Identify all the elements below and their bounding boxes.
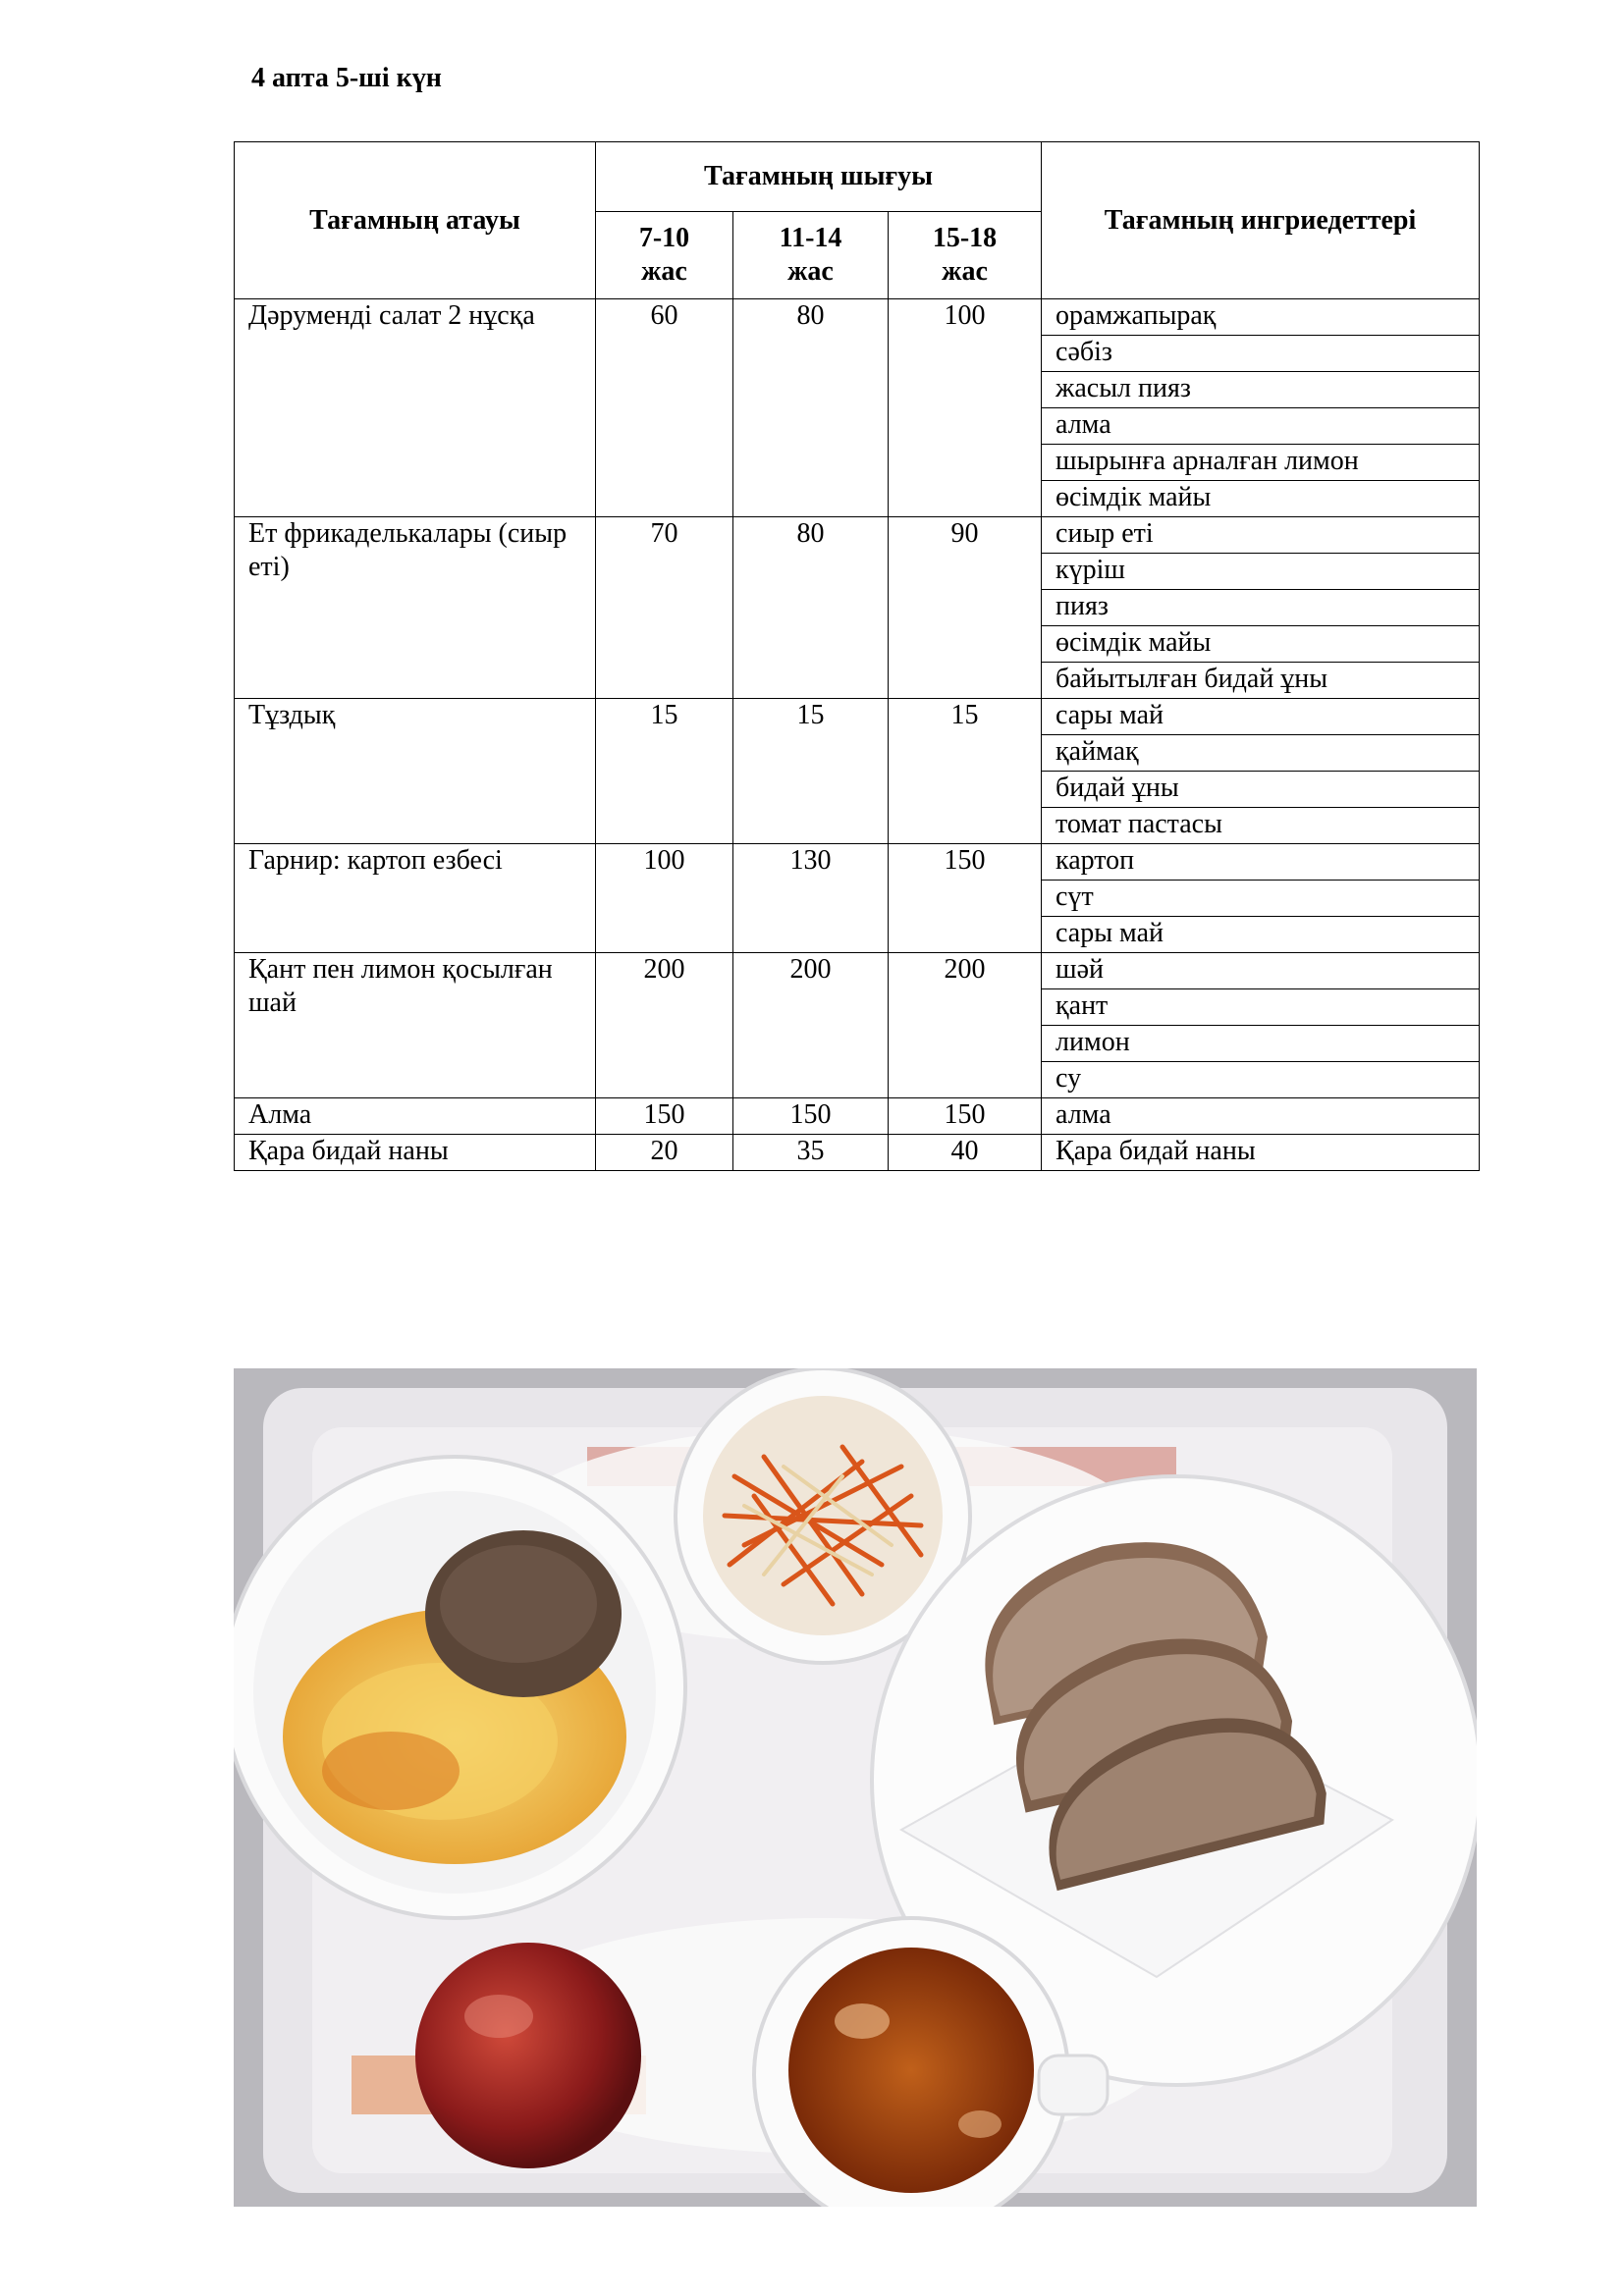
- table-row: [235, 1098, 1480, 1135]
- table-row: [235, 844, 1480, 881]
- portion-v1: 200: [596, 953, 733, 1098]
- portion-v2: 200: [733, 953, 889, 1098]
- portion-v2: 80: [733, 517, 889, 699]
- portion-v3: 150: [889, 844, 1042, 953]
- portion-v3: 200: [889, 953, 1042, 1098]
- ingredient: өсімдік майы: [1042, 481, 1480, 517]
- portion-v3: 15: [889, 699, 1042, 844]
- dish-name: Қара бидай наны: [235, 1135, 596, 1171]
- portion-v2: 130: [733, 844, 889, 953]
- header-age-11-14: 11-14 жас: [733, 212, 889, 299]
- portion-v1: 15: [596, 699, 733, 844]
- ingredient: Қара бидай наны: [1042, 1135, 1480, 1171]
- ingredient: пияз: [1042, 590, 1480, 626]
- header-ingredients: Тағамның ингриедеттері: [1042, 142, 1480, 299]
- portion-v2: 15: [733, 699, 889, 844]
- ingredient: сары май: [1042, 699, 1480, 735]
- portion-v1: 70: [596, 517, 733, 699]
- portion-v2: 80: [733, 299, 889, 517]
- ingredient: сары май: [1042, 917, 1480, 953]
- ingredient: алма: [1042, 408, 1480, 445]
- dish-name: Гарнир: картоп езбесі: [235, 844, 596, 953]
- ingredient: шырынға арналған лимон: [1042, 445, 1480, 481]
- ingredient: лимон: [1042, 1026, 1480, 1062]
- dish-name: Қант пен лимон қосылған шай: [235, 953, 596, 1098]
- portion-v2: 35: [733, 1135, 889, 1171]
- ingredient: жасыл пияз: [1042, 372, 1480, 408]
- ingredient: алма: [1042, 1098, 1480, 1135]
- table-row: [235, 699, 1480, 735]
- table-row: [235, 517, 1480, 554]
- table-row: [235, 1135, 1480, 1171]
- table-row: [235, 299, 1480, 336]
- dish-name: Тұздық: [235, 699, 596, 844]
- portion-v1: 100: [596, 844, 733, 953]
- menu-table: [234, 141, 1480, 1171]
- header-age-7-10: 7-10 жас: [596, 212, 733, 299]
- header-age-15-18: 15-18 жас: [889, 212, 1042, 299]
- portion-v1: 20: [596, 1135, 733, 1171]
- portion-v3: 150: [889, 1098, 1042, 1135]
- dish-name: Дәруменді салат 2 нұсқа: [235, 299, 596, 517]
- ingredient: күріш: [1042, 554, 1480, 590]
- meal-photo: [234, 1368, 1477, 2207]
- ingredient: картоп: [1042, 844, 1480, 881]
- menu-table-body: [235, 299, 1480, 1171]
- table-row: [235, 953, 1480, 989]
- ingredient: томат пастасы: [1042, 808, 1480, 844]
- ingredient: шәй: [1042, 953, 1480, 989]
- portion-v3: 40: [889, 1135, 1042, 1171]
- ingredient: су: [1042, 1062, 1480, 1098]
- portion-v2: 150: [733, 1098, 889, 1135]
- ingredient: орамжапырақ: [1042, 299, 1480, 336]
- page-title: 4 апта 5-ші күн: [251, 63, 442, 93]
- ingredient: сүт: [1042, 881, 1480, 917]
- portion-v3: 100: [889, 299, 1042, 517]
- portion-v1: 60: [596, 299, 733, 517]
- ingredient: бидай ұны: [1042, 772, 1480, 808]
- header-dish-name: Тағамның атауы: [235, 142, 596, 299]
- portion-v1: 150: [596, 1098, 733, 1135]
- ingredient: қант: [1042, 989, 1480, 1026]
- ingredient: байытылған бидай ұны: [1042, 663, 1480, 699]
- ingredient: қаймақ: [1042, 735, 1480, 772]
- dish-name: Ет фрикаделькалары (сиыр еті): [235, 517, 596, 699]
- ingredient: сәбіз: [1042, 336, 1480, 372]
- header-yield: Тағамның шығуы: [596, 142, 1042, 212]
- portion-v3: 90: [889, 517, 1042, 699]
- dish-name: Алма: [235, 1098, 596, 1135]
- ingredient: сиыр еті: [1042, 517, 1480, 554]
- ingredient: өсімдік майы: [1042, 626, 1480, 663]
